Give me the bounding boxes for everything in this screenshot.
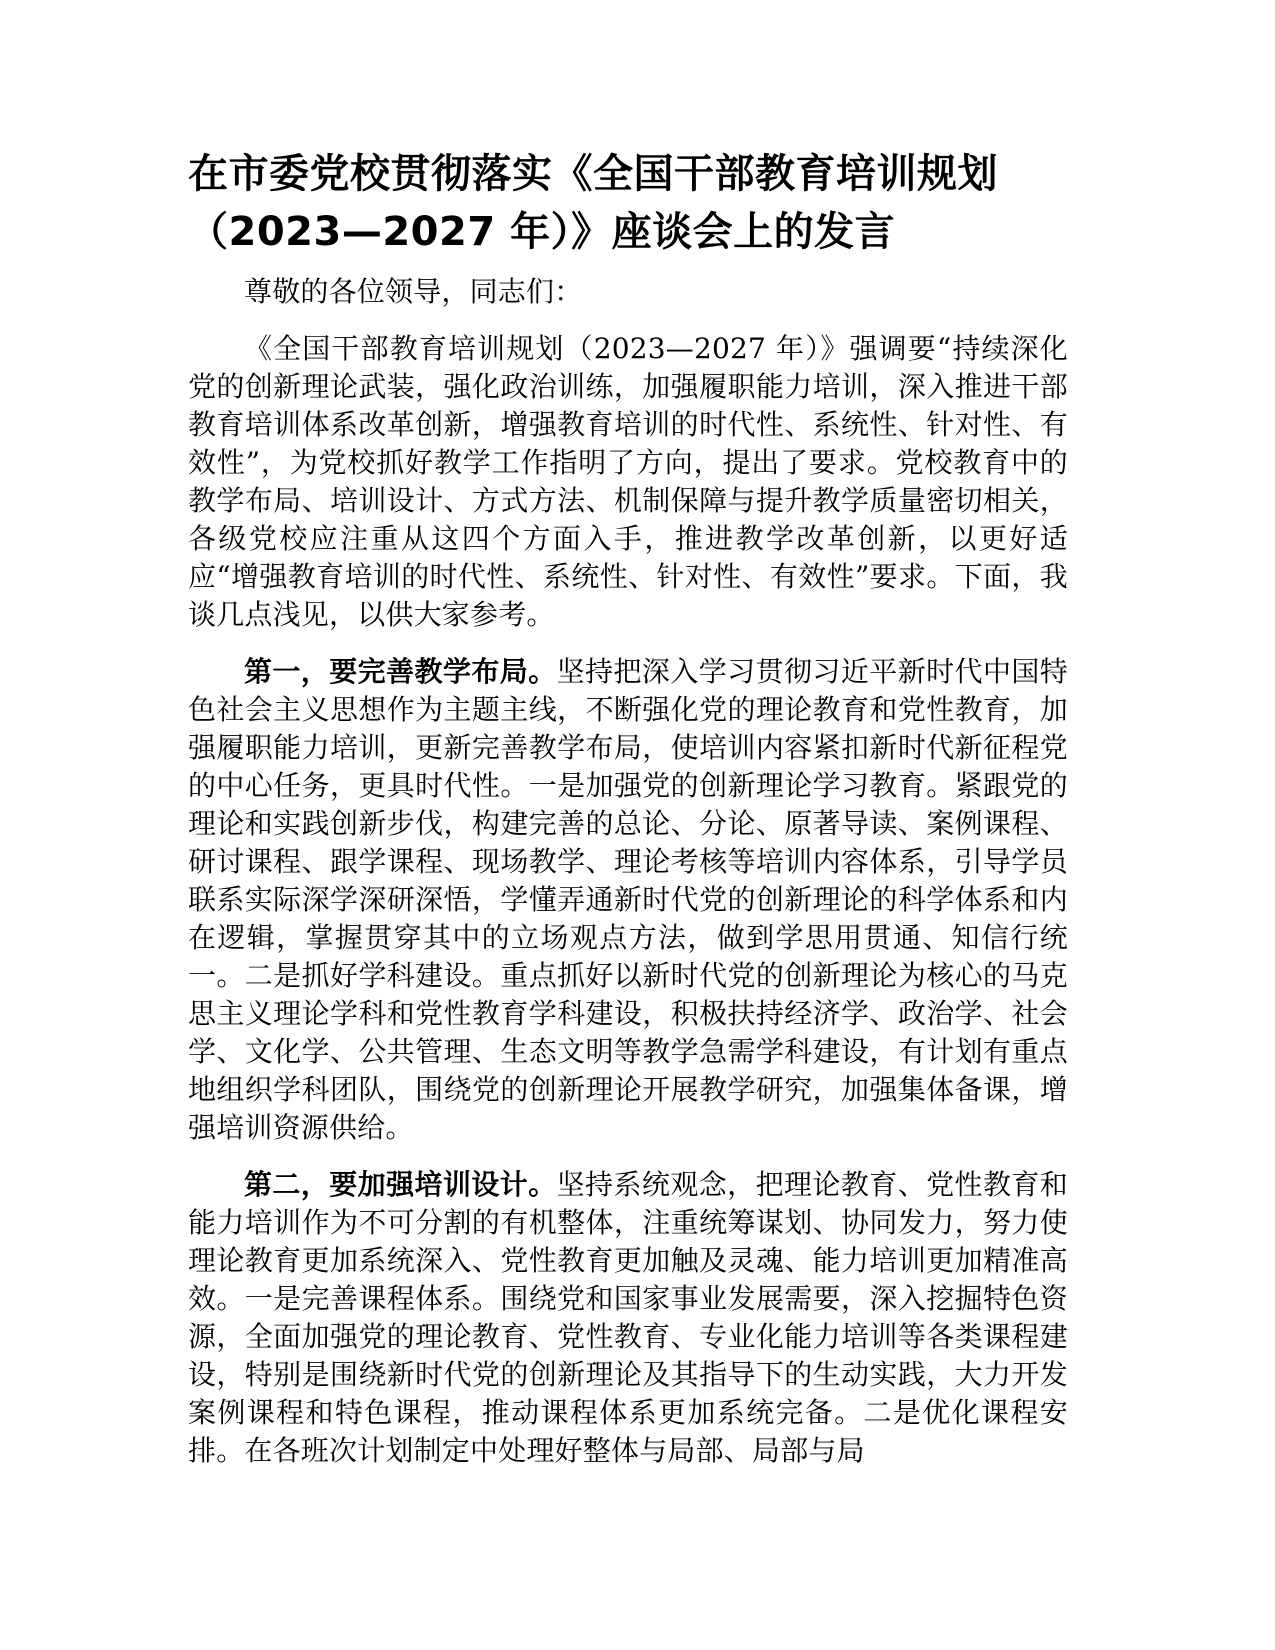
section-2-text: 坚持系统观念，把理论教育、党性教育和能力培训作为不可分割的有机整体，注重统筹谋划、协同发力，努力使理论教育更加系统深入、党性教育更加触及灵魂、能力培训更加精准高效。一是完善课程体系。围绕党和国家事业发展需要，深入挖掘特色资源，全面加强党的理论教育、党性教育、专业化能力培训等各类课程建设，特别是围绕新时代党的创新理论及其指导下的生动实践，大力开发案例课程和特色课程，推动课程体系更加系统完备。二是优化课程安排。在各班次计划制定中处理好整体与局部、局部与局 [188,1168,1068,1467]
section-1-paragraph [188,653,1068,1147]
document-body [188,145,1068,1489]
section-1-text: 坚持把深入学习贯彻习近平新时代中国特色社会主义思想作为主题主线，不断强化党的理论教育和党性教育，加强履职能力培训，更新完善教学布局，使培训内容紧扣新时代新征程党的中心任务，更具时代性。一是加强党的创新理论学习教育。紧跟党的理论和实践创新步伐，构建完善的总论、分论、原著导读、案例课程、研讨课程、跟学课程、现场教学、理论考核等培训内容体系，引导学员联系实际深学深研深悟，学懂弄通新时代党的创新理论的科学体系和内在逻辑，掌握贯穿其中的立场观点方法，做到学思用贯通、知信行统一。二是抓好学科建设。重点抓好以新时代党的创新理论为核心的马克思主义理论学科和党性教育学科建设，积极扶持经济学、政治学、社会学、文化学、公共管理、生态文明等教学急需学科建设，有计划有重点地组织学科团队，围绕党的创新理论开展教学研究，加强集体备课，增强培训资源供给。 [188,655,1068,1144]
title-line-2: （2023—2027 年）》座谈会上的发言 [188,209,896,255]
salutation: 尊敬的各位领导，同志们： [244,275,583,308]
intro-paragraph: 《全国干部教育培训规划（2023—2027 年）》强调要“持续深化党的创新理论武装，强化政治训练，加强履职能力培训，深入推进干部教育培训体系改革创新，增强教育培训的时代性、系统性、针对性、有效性”，为党校抓好教学工作指明了方向，提出了要求。党校教育中的教学布局、培训设计、方式方法、机制保障与提升教学质量密切相关，各级党校应注重从这四个方面入手，推进教学改革创新，以更好适应“增强教育培训的时代性、系统性、针对性、有效性”要求。下面，我谈几点浅见，以供大家参考。 [188,332,1068,631]
document-title [188,145,1068,261]
section-2-paragraph [188,1166,1068,1470]
section-2-heading: 第二，要加强培训设计。 [244,1168,557,1201]
section-1-heading: 第一，要完善教学布局。 [244,655,557,688]
title-line-1: 在市委党校贯彻落实《全国干部教育培训规划 [188,151,998,197]
